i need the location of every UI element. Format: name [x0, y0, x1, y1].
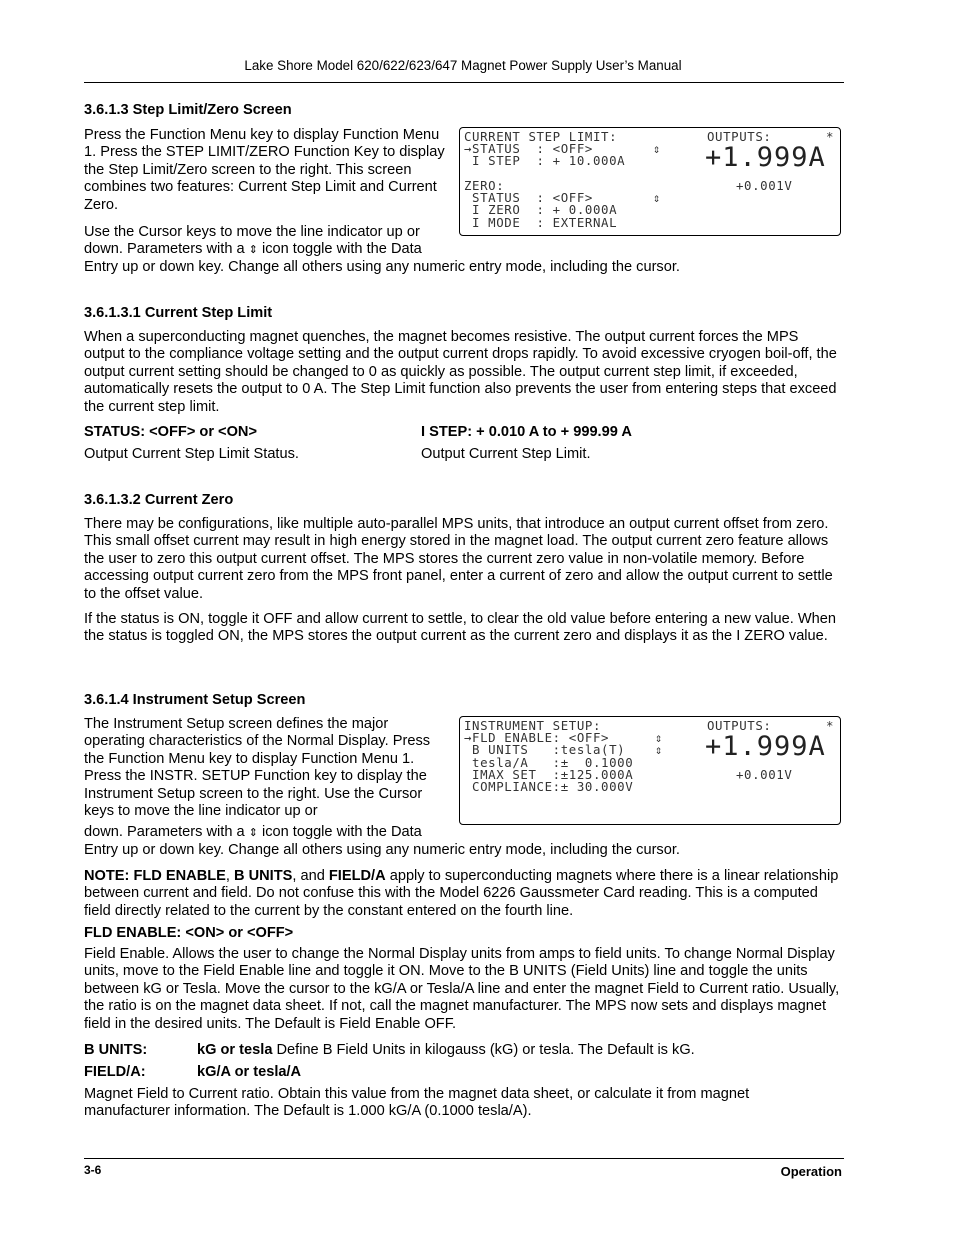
output-voltage-readout: +0.001V [736, 178, 793, 193]
star-indicator: * [826, 718, 835, 733]
star-indicator: * [826, 129, 835, 144]
footer-rule [84, 1158, 844, 1159]
running-header: Lake Shore Model 620/622/623/647 Magnet Power Supply User’s Manual [244, 58, 682, 73]
output-voltage-readout: +0.001V [736, 767, 793, 782]
toggle-icon: ⇕ [655, 730, 664, 745]
display-line: tesla/A :± 0.1000 [464, 755, 634, 770]
paragraph-line: Entry up or down key. Change all others using any numeric entry mode, including the cursor. [84, 842, 680, 858]
parameter-value: kG or tesla [197, 1042, 273, 1058]
paragraph-line: Use the Cursor keys to move the line indicator up or [84, 224, 420, 240]
paragraph: Magnet Field to Current ratio. Obtain this value from the magnet data sheet, or calculate it from magnet manufacturer information. The Default is 1.000 kG/A (0.1000 tesla/A). [84, 1086, 750, 1120]
b-units-row [84, 1042, 695, 1059]
display-line: →STATUS : <OFF> [464, 141, 593, 156]
paragraph-text: down. Parameters with a [84, 824, 245, 840]
paragraph: If the status is ON, toggle it OFF and allow current to settle, to clear the old value before entering a new value. When the status is toggled ON, the MPS stores the output current as the current zero and displays it as the I ZERO value. [84, 611, 836, 645]
up-down-toggle-icon: ⇕ [248, 827, 258, 839]
display-line: I STEP : + 10.000A [464, 153, 626, 168]
section-heading: 3.6.1.4 Instrument Setup Screen [84, 692, 306, 708]
display-line: B UNITS :tesla(T) [464, 742, 626, 757]
paragraph-line: Entry up or down key. Change all others using any numeric entry mode, including the cursor. [84, 259, 680, 275]
instrument-setup-display [459, 716, 841, 825]
display-line: ZERO: [464, 178, 505, 193]
outputs-label: OUTPUTS: [707, 718, 772, 733]
output-current-readout: +1.999A [705, 731, 826, 762]
header-rule [84, 82, 844, 83]
paragraph-text: down. Parameters with a [84, 241, 245, 257]
note-text: , and [292, 868, 329, 884]
section-heading: 3.6.1.3 Step Limit/Zero Screen [84, 102, 292, 118]
parameter-description: Output Current Step Limit. [421, 446, 591, 462]
paragraph: There may be configurations, like multiple auto-parallel MPS units, that introduce an output current offset from zero. This small offset current may result in high energy stored in the magnet load. The output current zero feature allows the user to zero this output current offset. The MPS stores the current zero value in non-volatile memory. Before accessing output current zero from the MPS front panel, enter a current of zero and allow the output current to settle to the offset value. [84, 516, 833, 602]
paragraph: The Instrument Setup screen defines the major operating characteristics of the Normal Display. Press the Function Menu key to display Function Menu 1. Press the INSTR. SETUP Function key to display the Instrument Setup screen to the right. Use the Cursor keys to move the line indicator up or [84, 716, 431, 820]
parameter-label: FIELD/A: [84, 1064, 146, 1080]
note-paragraph [84, 868, 844, 920]
toggle-icon: ⇕ [653, 190, 662, 205]
parameter-label: FLD ENABLE: <ON> or <OFF> [84, 925, 294, 941]
parameter-label: B UNITS: [84, 1042, 148, 1058]
parameter-description: Output Current Step Limit Status. [84, 446, 299, 462]
paragraph: Press the Function Menu key to display Function Menu 1. Press the STEP LIMIT/ZERO Function Key to display the Step Limit/Zero screen to the right. This screen combines two features: Current Step Limit and Current Zero. [84, 127, 445, 213]
output-current-readout: +1.999A [705, 142, 826, 173]
parameter-description: Define B Field Units in kilogauss (kG) or tesla. The Default is kG. [272, 1042, 695, 1058]
note-text: , [225, 868, 234, 884]
display-line: I MODE : EXTERNAL [464, 215, 618, 230]
paragraph-text: icon toggle with the Data [261, 824, 422, 840]
note-term: FIELD/A [328, 868, 386, 884]
display-line: →FLD ENABLE: <OFF> [464, 730, 610, 745]
paragraph-line [84, 241, 422, 259]
display-line: COMPLIANCE:± 30.000V [464, 779, 634, 794]
display-line: STATUS : <OFF> [464, 190, 593, 205]
display-line: CURRENT STEP LIMIT: [464, 129, 618, 144]
parameter-label: STATUS: <OFF> or <ON> [84, 424, 257, 440]
section-heading: 3.6.1.3.1 Current Step Limit [84, 305, 273, 321]
note-term: NOTE: FLD ENABLE [84, 868, 226, 884]
step-limit-zero-display [459, 127, 841, 236]
toggle-icon: ⇕ [653, 141, 662, 156]
parameter-label: I STEP: + 0.010 A to + 999.99 A [421, 424, 632, 440]
outputs-label: OUTPUTS: [707, 129, 772, 144]
paragraph: Field Enable. Allows the user to change the Normal Display units from amps to field units. To change Normal Display units, move to the Field Enable line and toggle it ON. Move to the B UNITS (Field Units) line and toggle the units between kG or Tesla. Move the cursor to the kG/A or Tesla/A line and enter the magnet Field to Current ratio. Usually, the ratio is on the magnet data sheet. If not, call the magnet manufacturer. The MPS now sets and displays magnet field in the desired units. The Default is Field Enable OFF. [84, 946, 840, 1032]
display-line: IMAX SET :±125.000A [464, 767, 634, 782]
parameter-value: kG/A or tesla/A [197, 1064, 302, 1080]
page-number: 3-6 [84, 1163, 102, 1177]
paragraph: When a superconducting magnet quenches, the magnet becomes resistive. The output current forces the MPS output to the compliance voltage setting and the output current drops rapidly. To avoid excessive cryogen boil-off, the output current setting should be changed to 0 as quickly as possible. The output current step limit, if exceeded, automatically resets the output to 0 A. The Step Limit function also prevents the user from entering steps that exceed the current step limit. [84, 329, 837, 415]
field-a-row [84, 1064, 301, 1081]
section-heading: 3.6.1.3.2 Current Zero [84, 492, 234, 508]
note-term: B UNITS [234, 868, 293, 884]
note-text: apply to superconducting magnets where there is a linear relationship between current and field. Do not confuse this with the Model 6226 Gaussmeter Card reading. This is a computed field directly related to the current by the constant entered on the fourth line. [84, 868, 839, 919]
display-line: INSTRUMENT SETUP: [464, 718, 602, 733]
up-down-toggle-icon: ⇕ [248, 244, 258, 256]
toggle-icon: ⇕ [655, 742, 664, 757]
paragraph-text: icon toggle with the Data [261, 241, 422, 257]
paragraph-line [84, 824, 422, 842]
display-line: I ZERO : + 0.000A [464, 202, 618, 217]
chapter-name: Operation [780, 1164, 842, 1179]
